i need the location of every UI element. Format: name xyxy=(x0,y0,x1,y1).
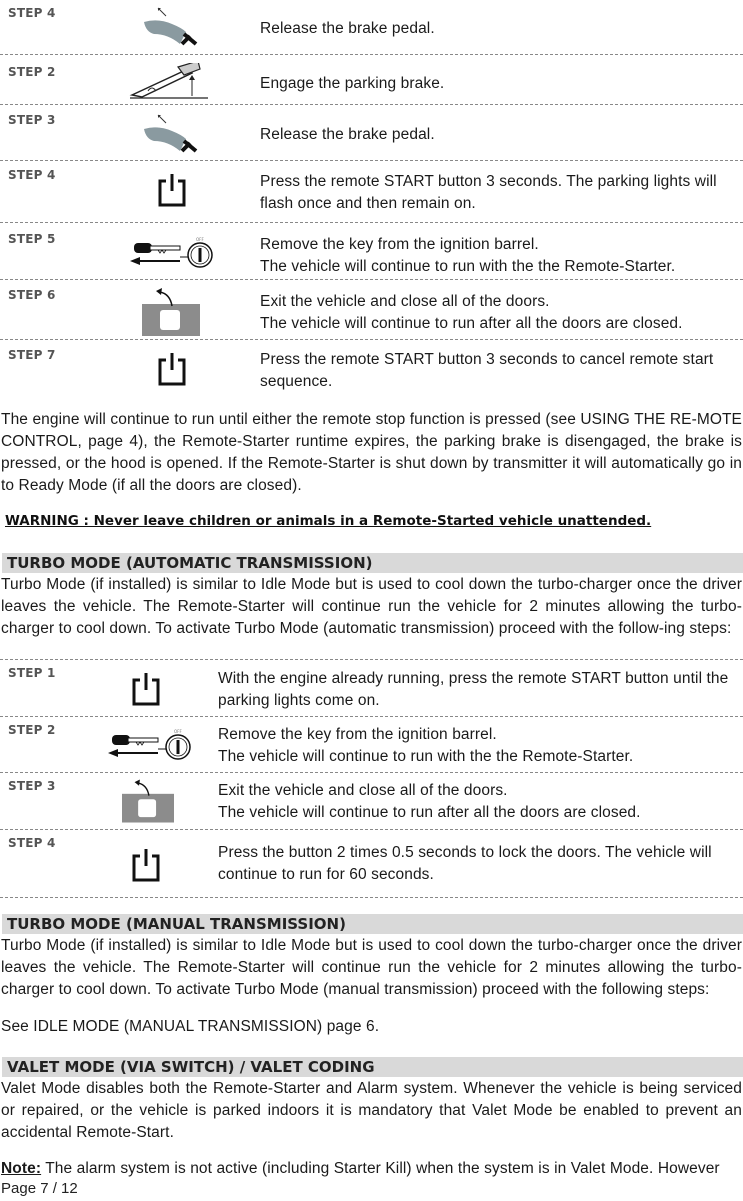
door-close-icon xyxy=(142,288,200,340)
valet-paragraph: Valet Mode disables both the Remote-Starter and Alarm system. Whenever the vehicle is being serviced or repaired, or the vehicle is parked indoors it is mandatory that Valet Mode be enabled to prevent an accidental Remote-Start. xyxy=(1,1080,742,1141)
warning-text: WARNING : Never leave children or animals in a Remote-Started vehicle unattended. xyxy=(5,513,652,529)
note-label: Note: xyxy=(1,1160,42,1177)
section-header-turbo-auto xyxy=(2,553,743,573)
section-title: TURBO MODE (MANUAL TRANSMISSION) xyxy=(7,915,346,933)
step-text: Press the remote START button 3 seconds. The parking lights will flash once and then remain on. xyxy=(260,173,717,212)
steps-table-turbo-auto xyxy=(0,659,743,900)
step-label: STEP 3 xyxy=(8,113,56,127)
step-text-line1: Remove the key from the ignition barrel. xyxy=(218,726,497,743)
key-ignition-icon xyxy=(106,725,196,769)
step-label: STEP 2 xyxy=(8,723,56,737)
key-ignition-icon xyxy=(128,233,218,277)
section-title: VALET MODE (VIA SWITCH) / VALET CODING xyxy=(7,1058,375,1076)
note-text: The alarm system is not active (including Starter Kill) when the system is in Valet Mode. However xyxy=(41,1160,720,1177)
step-row xyxy=(0,161,743,223)
svg-text:OFF: OFF xyxy=(196,237,204,242)
step-text: With the engine already running, press the remote START button until the parking lights come on. xyxy=(218,670,729,709)
step-text xyxy=(260,291,730,335)
brake-release-icon xyxy=(138,4,202,52)
step-row xyxy=(0,105,743,161)
page-number: Page 7 / 12 xyxy=(1,1180,78,1197)
step-row xyxy=(0,280,743,340)
step-label: STEP 4 xyxy=(8,6,56,20)
step-label: STEP 3 xyxy=(8,779,56,793)
step-row xyxy=(0,0,743,55)
step-text-line1: Remove the key from the ignition barrel. xyxy=(260,236,539,253)
step-row xyxy=(0,340,743,399)
parking-brake-icon xyxy=(128,63,210,103)
start-button-icon xyxy=(158,173,186,211)
section-header-valet xyxy=(2,1057,743,1077)
step-text xyxy=(218,724,733,768)
step-row xyxy=(0,223,743,280)
start-button-icon xyxy=(132,848,160,886)
start-button-icon xyxy=(132,672,160,710)
step-label: STEP 7 xyxy=(8,348,56,362)
step-row xyxy=(0,830,743,898)
section-title: TURBO MODE (AUTOMATIC TRANSMISSION) xyxy=(7,554,373,572)
step-text: Press the button 2 times 0.5 seconds to lock the doors. The vehicle will continue to run for 60 seconds. xyxy=(218,844,712,883)
door-close-icon xyxy=(122,779,174,827)
step-label: STEP 4 xyxy=(8,836,56,850)
step-label: STEP 6 xyxy=(8,288,56,302)
section-header-turbo-manual xyxy=(2,914,743,934)
step-text: Engage the parking brake. xyxy=(260,75,445,92)
step-label: STEP 5 xyxy=(8,232,56,246)
step-text-line2: The vehicle will continue to run with the the Remote-Starter. xyxy=(260,258,676,275)
step-text-line1: Exit the vehicle and close all of the doors. xyxy=(218,782,508,799)
step-text xyxy=(218,780,733,824)
step-text-line2: The vehicle will continue to run with the the Remote-Starter. xyxy=(218,748,634,765)
step-text: Release the brake pedal. xyxy=(260,126,435,143)
runtime-paragraph: The engine will continue to run until either the remote stop function is pressed (see USING THE RE-MOTE CONTROL, page 4), the Remote-Starter runtime expires, the parking brake is disengaged, the brake is pressed, or the hood is opened. If the Remote-Starter is shut down by transmitter it will automatically go in to Ready Mode (if all the doors are closed). xyxy=(1,411,742,494)
start-button-icon xyxy=(158,352,186,390)
step-text-line1: Exit the vehicle and close all of the doors. xyxy=(260,293,550,310)
step-text-line2: The vehicle will continue to run after all the doors are closed. xyxy=(260,315,683,332)
step-row xyxy=(0,55,743,105)
step-text xyxy=(260,234,730,278)
step-label: STEP 4 xyxy=(8,168,56,182)
step-row xyxy=(0,717,743,773)
step-label: STEP 1 xyxy=(8,666,56,680)
step-text: Release the brake pedal. xyxy=(260,20,435,37)
brake-release-icon xyxy=(138,111,202,159)
step-row xyxy=(0,773,743,830)
turbo-auto-paragraph: Turbo Mode (if installed) is similar to Idle Mode but is used to cool down the turbo-charger once the driver leaves the vehicle. The Remote-Starter will continue run the vehicle for 2 minutes allowing the turbo-charger to cool down. To activate Turbo Mode (automatic transmission) proceed with the follow-ing steps: xyxy=(1,576,742,637)
valet-note xyxy=(1,1158,742,1180)
svg-text:OFF: OFF xyxy=(174,729,182,734)
step-row xyxy=(0,660,743,717)
turbo-manual-see: See IDLE MODE (MANUAL TRANSMISSION) page 6. xyxy=(1,1018,380,1035)
step-text: Press the remote START button 3 seconds to cancel remote start sequence. xyxy=(260,351,714,390)
turbo-manual-paragraph: Turbo Mode (if installed) is similar to Idle Mode but is used to cool down the turbo-charger once the driver leaves the vehicle. The Remote-Starter will continue run the vehicle for 2 minutes allowing the turbo-charger to cool down. To activate Turbo Mode (manual transmission) proceed with the following steps: xyxy=(1,937,742,998)
step-text-line2: The vehicle will continue to run after all the doors are closed. xyxy=(218,804,641,821)
step-label: STEP 2 xyxy=(8,65,56,79)
